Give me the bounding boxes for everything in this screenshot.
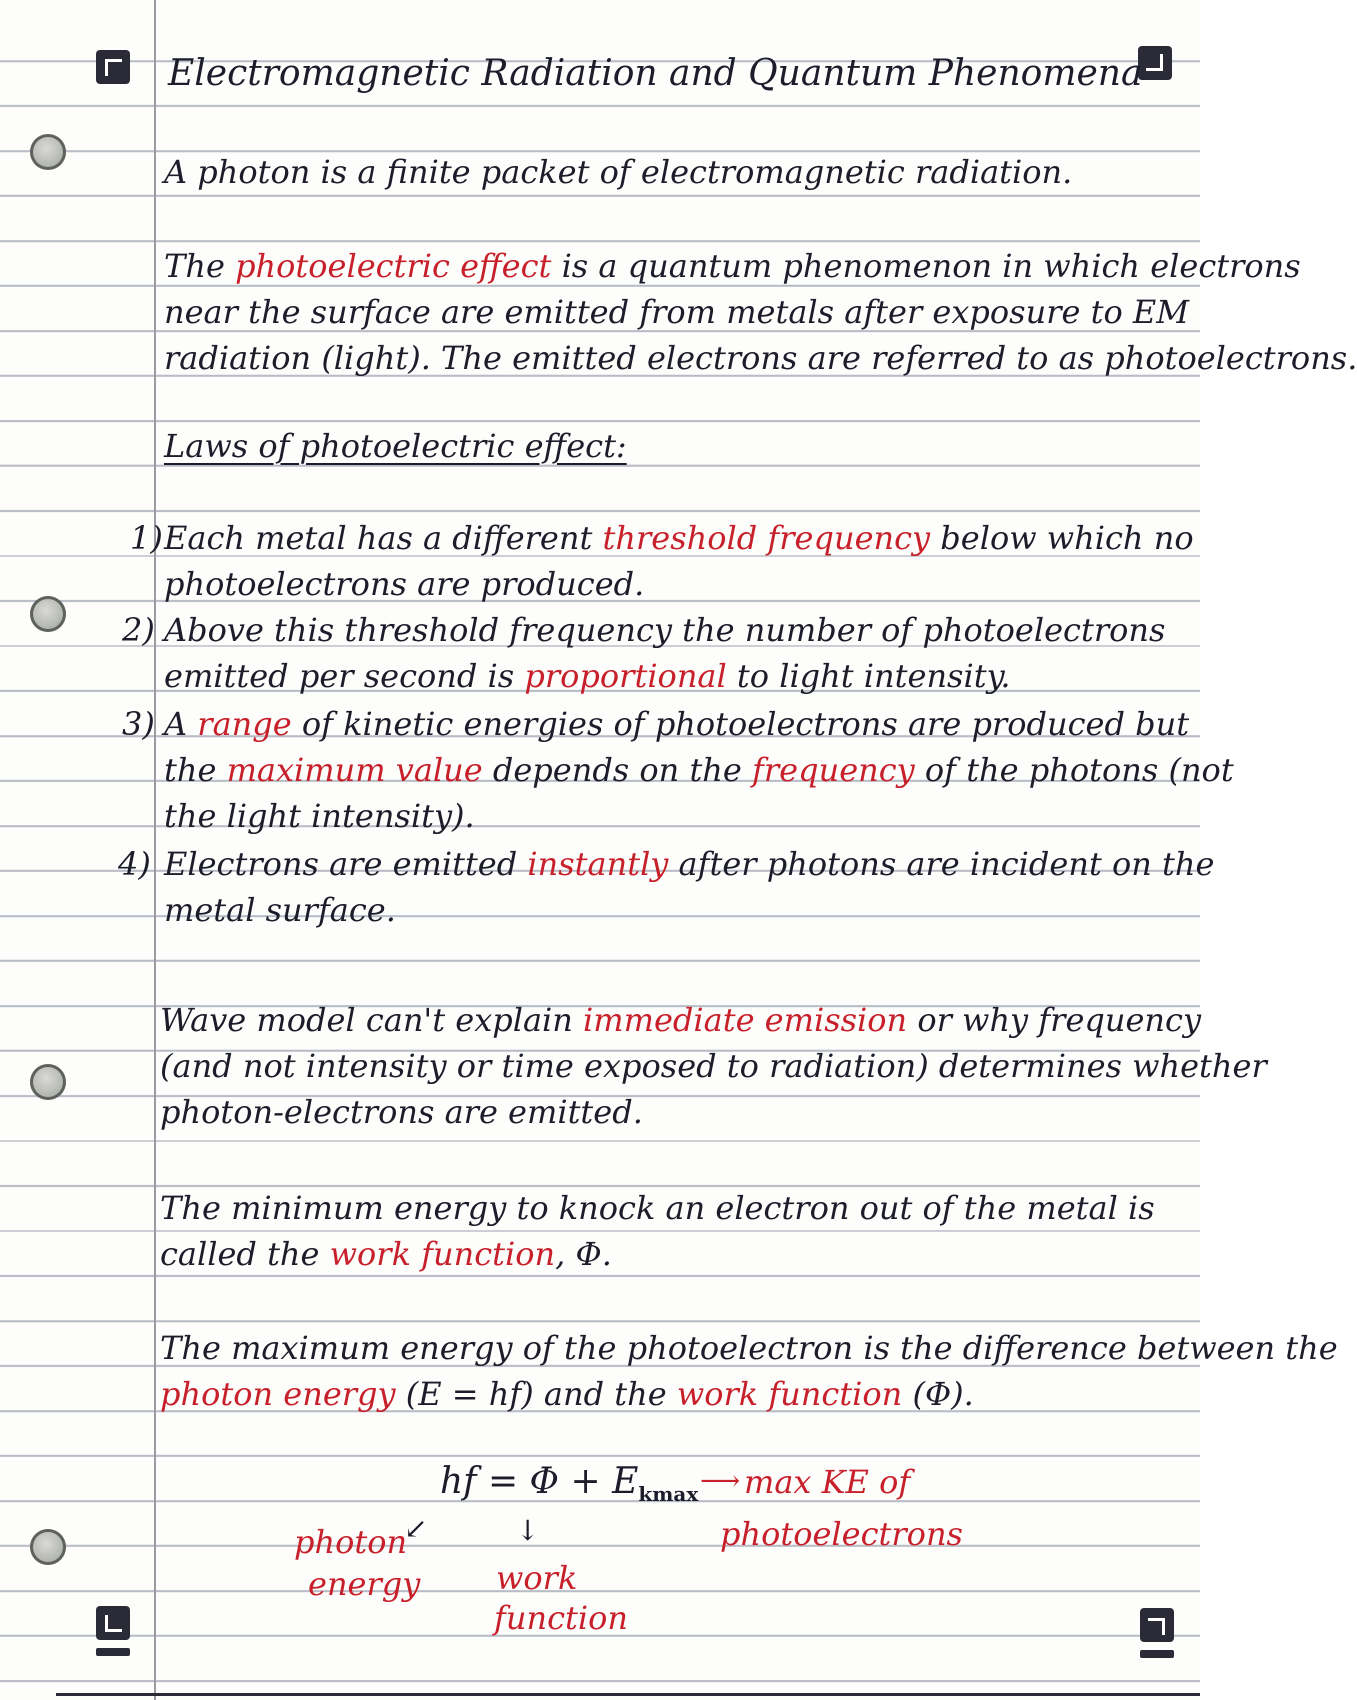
law-number: 3) xyxy=(122,705,155,743)
arrow-right-icon: ⟶ xyxy=(700,1464,741,1497)
corner-marker-bottom-left-icon xyxy=(96,1606,130,1640)
equation-subscript: kmax xyxy=(638,1482,699,1506)
work-fn-line-1: The minimum energy to knock an electron out of the metal is xyxy=(160,1189,1155,1227)
term-work-function: work function xyxy=(329,1235,556,1273)
pe-intro-line-1: The photoelectric effect is a quantum phenomenon in which electrons xyxy=(164,247,1301,285)
photoelectric-equation: hf = $\Phi + E_{kmax}$ xyxy=(440,1461,699,1506)
law-3-line-3: the light intensity). xyxy=(164,797,475,835)
punch-hole-icon xyxy=(30,134,66,170)
term-frequency: frequency xyxy=(752,751,915,789)
bottom-rule xyxy=(56,1693,1200,1696)
punch-hole-icon xyxy=(30,596,66,632)
work-function-label-2: function xyxy=(494,1599,628,1637)
wave-line-3: photon-electrons are emitted. xyxy=(160,1093,643,1131)
law-3-line-1: A range of kinetic energies of photoelectrons are produced but xyxy=(164,705,1190,743)
max-energy-line-2: photon energy (E = hf) and the work function (Φ). xyxy=(160,1375,974,1413)
max-energy-line-1: The maximum energy of the photoelectron is the difference between the xyxy=(160,1329,1338,1367)
wave-line-1: Wave model can't explain immediate emission or why frequency xyxy=(160,1001,1202,1039)
term-range: range xyxy=(197,705,292,743)
work-fn-line-2: called the work function, Φ. xyxy=(160,1235,612,1273)
law-number: 1) xyxy=(130,519,163,557)
corner-marker-top-left-icon xyxy=(96,50,130,84)
photon-energy-label-2: energy xyxy=(308,1565,421,1603)
work-function-label-1: work xyxy=(496,1559,578,1597)
laws-heading: Laws of photoelectric effect: xyxy=(164,427,627,465)
corner-marker-bar xyxy=(96,1648,130,1656)
term-maximum-value: maximum value xyxy=(226,751,483,789)
law-1-line-2: photoelectrons are produced. xyxy=(164,565,645,603)
law-number: 2) xyxy=(122,611,155,649)
law-4-line-2: metal surface. xyxy=(164,891,396,929)
margin-line xyxy=(154,0,156,1700)
corner-marker-bar xyxy=(1140,1650,1174,1658)
law-1-line-1: Each metal has a different threshold frequency below which no xyxy=(164,519,1194,557)
term-threshold-frequency: threshold frequency xyxy=(602,519,931,557)
wave-line-2: (and not intensity or time exposed to radiation) determines whether xyxy=(160,1047,1267,1085)
max-ke-label-1: max KE of xyxy=(744,1463,911,1501)
term-photoelectric-effect: photoelectric effect xyxy=(235,247,552,285)
term-immediate-emission: immediate emission xyxy=(583,1001,908,1039)
pe-intro-line-2: near the surface are emitted from metals after exposure to EM xyxy=(164,293,1190,331)
law-2-line-1: Above this threshold frequency the number of photoelectrons xyxy=(164,611,1166,649)
max-ke-label-2: photoelectrons xyxy=(720,1515,963,1553)
term-instantly: instantly xyxy=(527,845,669,883)
law-3-line-2: the maximum value depends on the frequency of the photons (not xyxy=(164,751,1234,789)
term-proportional: proportional xyxy=(524,657,727,695)
arrow-down-icon: ↓ xyxy=(516,1514,540,1547)
punch-hole-icon xyxy=(30,1529,66,1565)
punch-hole-icon xyxy=(30,1064,66,1100)
law-2-line-2: emitted per second is proportional to light intensity. xyxy=(164,657,1011,695)
term-photon-energy: photon energy xyxy=(160,1375,396,1413)
page-title: Electromagnetic Radiation and Quantum Phenomena xyxy=(168,53,1143,94)
pe-intro-line-3: radiation (light). The emitted electrons are referred to as photoelectrons. xyxy=(164,339,1357,377)
term-work-function: work function xyxy=(676,1375,903,1413)
arrow-down-left-icon: ↙ xyxy=(404,1512,428,1545)
corner-marker-bottom-right-icon xyxy=(1140,1608,1174,1642)
law-number: 4) xyxy=(118,845,151,883)
law-4-line-1: Electrons are emitted instantly after photons are incident on the xyxy=(164,845,1215,883)
photon-definition: A photon is a finite packet of electromagnetic radiation. xyxy=(164,153,1073,191)
corner-marker-top-right-icon xyxy=(1138,46,1172,80)
photon-energy-label-1: photon xyxy=(294,1523,408,1561)
